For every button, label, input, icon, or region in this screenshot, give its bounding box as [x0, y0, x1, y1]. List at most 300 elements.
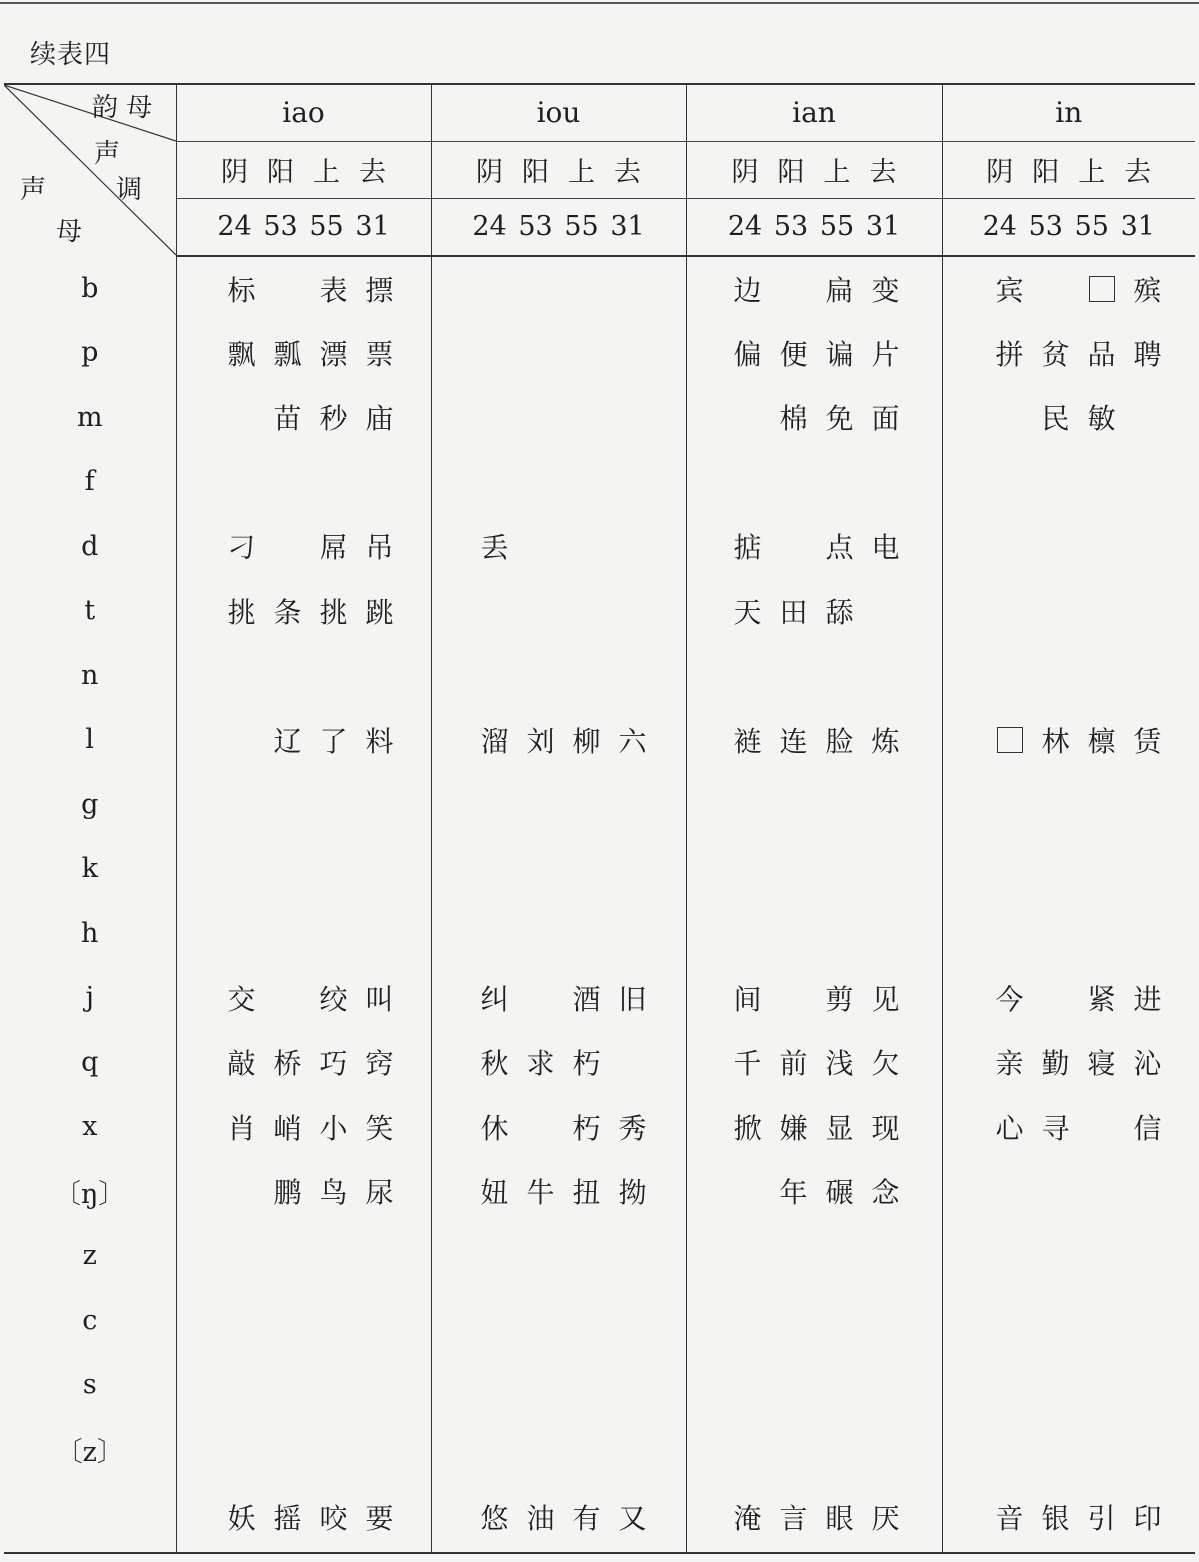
character — [1033, 659, 1079, 692]
initial-label: j — [85, 982, 94, 1014]
syllable-cell — [431, 1353, 686, 1418]
character: 边 — [733, 273, 762, 307]
character — [518, 336, 564, 369]
character — [817, 1368, 863, 1401]
character: 浅 — [825, 1047, 854, 1081]
character — [518, 1239, 564, 1272]
character — [1079, 852, 1125, 885]
character: 眼 — [825, 1501, 854, 1535]
character: 片 — [871, 337, 900, 371]
syllable-cell — [942, 385, 1195, 450]
syllable-table — [4, 83, 1195, 1554]
character: 标 — [227, 273, 256, 307]
character: 便 — [779, 337, 808, 371]
character — [817, 852, 863, 885]
syllable-cell — [942, 1095, 1195, 1160]
character — [1033, 1368, 1079, 1401]
character — [1125, 1433, 1171, 1466]
tone-value: 53 — [1028, 211, 1063, 243]
syllable-cell — [686, 256, 942, 321]
character — [771, 917, 817, 950]
syllable-cell — [686, 901, 942, 966]
syllable-cell — [686, 772, 942, 837]
character — [863, 659, 909, 692]
character — [610, 336, 656, 369]
character: 庙 — [365, 402, 394, 436]
syllable-cell — [942, 1224, 1195, 1289]
initial-label: k — [81, 853, 98, 885]
syllable-cell — [942, 772, 1195, 837]
tone-value: 55 — [309, 211, 344, 243]
character — [610, 272, 656, 305]
character: 叫 — [365, 982, 394, 1016]
tone-name: 阳 — [1032, 157, 1060, 188]
character: 六 — [618, 724, 647, 758]
character: 赁 — [1133, 724, 1162, 758]
initial-label: t — [84, 595, 96, 627]
table-row — [4, 837, 1195, 902]
syllable-cell — [942, 1030, 1195, 1095]
character: 屌 — [319, 531, 348, 565]
tone-value: 31 — [1120, 211, 1155, 243]
character — [1033, 465, 1079, 498]
character — [518, 1433, 564, 1466]
character: 秋 — [480, 1047, 509, 1081]
character — [1079, 1433, 1125, 1466]
character — [863, 1239, 909, 1272]
final-header: iou — [431, 84, 686, 141]
character — [817, 659, 863, 692]
initial-label: d — [81, 530, 99, 562]
character — [1125, 1175, 1171, 1208]
syllable-cell — [431, 966, 686, 1031]
character — [725, 1304, 771, 1337]
character: 变 — [871, 273, 900, 307]
character: 尿 — [365, 1176, 394, 1210]
character — [564, 1433, 610, 1466]
character — [219, 725, 265, 758]
table-row — [4, 1353, 1195, 1418]
tone-name: 去 — [1124, 157, 1152, 188]
final-header: iao — [176, 84, 431, 141]
character — [219, 1433, 265, 1466]
character: 拼 — [995, 337, 1024, 371]
character — [863, 596, 909, 629]
character — [472, 1433, 518, 1466]
character — [725, 852, 771, 885]
character — [863, 788, 909, 821]
character: 秒 — [319, 402, 348, 436]
syllable-cell — [431, 1030, 686, 1095]
character — [265, 1304, 311, 1337]
character: 今 — [995, 982, 1024, 1016]
character: 休 — [480, 1111, 509, 1145]
character — [1033, 983, 1079, 1016]
character — [472, 336, 518, 369]
character: 檩 — [1087, 724, 1116, 758]
character — [1079, 917, 1125, 950]
character — [610, 1047, 656, 1080]
tone-names-cell — [942, 141, 1195, 198]
character — [311, 1368, 357, 1401]
character — [987, 788, 1033, 821]
syllable-cell — [176, 1417, 431, 1482]
character — [771, 465, 817, 498]
character: 求 — [526, 1047, 555, 1081]
syllable-cell — [686, 1224, 942, 1289]
syllable-cell — [431, 1417, 686, 1482]
character: 剪 — [825, 982, 854, 1016]
character: 辽 — [273, 724, 302, 758]
syllable-cell — [686, 1353, 942, 1418]
character — [265, 465, 311, 498]
character: 寻 — [1041, 1111, 1070, 1145]
syllable-cell — [176, 708, 431, 773]
syllable-cell — [431, 837, 686, 902]
syllable-cell — [431, 1224, 686, 1289]
syllable-cell — [686, 966, 942, 1031]
character: 苗 — [273, 402, 302, 436]
character — [357, 1368, 403, 1401]
character: 扁 — [825, 273, 854, 307]
table-row — [4, 256, 1195, 321]
character — [863, 1304, 909, 1337]
character: 笑 — [365, 1111, 394, 1145]
syllable-cell — [686, 643, 942, 708]
character — [1033, 594, 1079, 627]
character — [518, 465, 564, 498]
character: 言 — [779, 1501, 808, 1535]
syllable-cell — [176, 514, 431, 579]
tone-name: 去 — [869, 157, 897, 188]
syllable-cell — [686, 321, 942, 386]
syllable-cell — [686, 1288, 942, 1353]
character — [1125, 659, 1171, 692]
character — [219, 402, 265, 435]
syllable-cell — [431, 385, 686, 450]
character — [357, 1304, 403, 1337]
tone-name: 阴 — [221, 157, 248, 188]
character: 间 — [733, 982, 762, 1016]
syllable-cell — [942, 256, 1195, 321]
character: 票 — [365, 337, 394, 371]
character — [863, 1368, 909, 1401]
character — [219, 917, 265, 950]
character: 沁 — [1133, 1047, 1162, 1081]
tone-values-cell — [686, 198, 942, 256]
initial-label: x — [82, 1111, 98, 1143]
table-row — [4, 772, 1195, 837]
character — [564, 852, 610, 885]
syllable-cell — [176, 385, 431, 450]
syllable-cell — [431, 1095, 686, 1160]
character — [725, 465, 771, 498]
character — [1079, 530, 1125, 563]
character: 嫌 — [779, 1111, 808, 1145]
missing-character-box — [997, 727, 1023, 753]
character — [1079, 1175, 1125, 1208]
character: 吊 — [365, 531, 394, 565]
character — [564, 336, 610, 369]
final-header: in — [942, 84, 1195, 141]
character — [610, 1239, 656, 1272]
character: 纠 — [480, 982, 509, 1016]
syllable-cell — [942, 708, 1195, 773]
character: 料 — [365, 724, 394, 758]
table-row — [4, 385, 1195, 450]
character — [1125, 917, 1171, 950]
corner-initials-label-2: 母 — [56, 217, 83, 247]
character: 掂 — [733, 531, 762, 565]
character: 敲 — [227, 1047, 256, 1081]
character: 音 — [995, 1501, 1024, 1535]
character — [311, 659, 357, 692]
character — [987, 1433, 1033, 1466]
character — [771, 1304, 817, 1337]
character — [518, 594, 564, 627]
character — [725, 402, 771, 435]
character — [771, 531, 817, 564]
character: 鹏 — [273, 1176, 302, 1210]
character: 进 — [1133, 982, 1162, 1016]
character — [771, 852, 817, 885]
character — [219, 1368, 265, 1401]
character — [472, 659, 518, 692]
character — [219, 1239, 265, 1272]
character — [219, 852, 265, 885]
syllable-cell — [942, 643, 1195, 708]
character — [518, 983, 564, 1016]
character — [265, 788, 311, 821]
character — [518, 1368, 564, 1401]
initial-label: q — [81, 1046, 99, 1078]
character — [472, 917, 518, 950]
tone-name: 上 — [568, 157, 595, 188]
character — [771, 1368, 817, 1401]
tone-name: 阳 — [267, 157, 294, 188]
character — [357, 465, 403, 498]
character: 印 — [1133, 1501, 1162, 1535]
tone-values-cell — [431, 198, 686, 256]
character — [311, 1304, 357, 1337]
tone-name: 阳 — [777, 157, 805, 188]
tone-value: 31 — [355, 211, 390, 243]
syllable-cell — [686, 708, 942, 773]
character — [311, 1239, 357, 1272]
character: 民 — [1041, 402, 1070, 436]
character — [1033, 852, 1079, 885]
character — [1125, 402, 1171, 435]
tone-values-cell — [176, 198, 431, 256]
character — [817, 1239, 863, 1272]
table-caption: 续表四 — [30, 40, 112, 70]
character — [725, 1433, 771, 1466]
syllable-cell — [176, 579, 431, 644]
tone-value: 31 — [610, 211, 645, 243]
character — [1033, 274, 1079, 307]
character — [311, 465, 357, 498]
character — [518, 788, 564, 821]
table-row — [4, 579, 1195, 644]
tone-names-cell — [431, 141, 686, 198]
character: 峭 — [273, 1111, 302, 1145]
tone-name: 上 — [313, 157, 340, 188]
character: 厌 — [871, 1501, 900, 1535]
character: 亲 — [995, 1047, 1024, 1081]
syllable-cell — [686, 579, 942, 644]
character: 拗 — [618, 1176, 647, 1210]
character — [472, 1239, 518, 1272]
character — [987, 402, 1033, 435]
header-corner-cell — [4, 84, 176, 256]
character — [987, 530, 1033, 563]
table-row — [4, 643, 1195, 708]
syllable-cell — [431, 579, 686, 644]
character: 溜 — [480, 724, 509, 758]
character — [357, 1239, 403, 1272]
character: 免 — [825, 402, 854, 436]
character — [472, 594, 518, 627]
table-row — [4, 966, 1195, 1031]
table-row — [4, 514, 1195, 579]
syllable-cell — [176, 321, 431, 386]
character: 摽 — [365, 273, 394, 307]
character: 油 — [526, 1501, 555, 1535]
character — [472, 1368, 518, 1401]
character — [518, 401, 564, 434]
character — [817, 1433, 863, 1466]
character: 瓢 — [273, 337, 302, 371]
initial-label — [4, 1482, 176, 1553]
syllable-cell — [176, 450, 431, 515]
initial-label: m — [76, 401, 103, 433]
syllable-cell — [176, 901, 431, 966]
character — [771, 659, 817, 692]
character — [1125, 1239, 1171, 1272]
character — [1079, 1239, 1125, 1272]
character: 淹 — [733, 1501, 762, 1535]
character — [1033, 1175, 1079, 1208]
character: 林 — [1041, 724, 1070, 758]
character: 朽 — [572, 1111, 601, 1145]
character — [1125, 852, 1171, 885]
syllable-cell — [942, 1353, 1195, 1418]
tone-value: 53 — [773, 211, 809, 243]
character — [1125, 465, 1171, 498]
character: 秀 — [618, 1111, 647, 1145]
corner-initials-label-1: 声 — [20, 175, 47, 205]
syllable-cell — [176, 837, 431, 902]
syllable-cell — [942, 321, 1195, 386]
character — [1079, 1368, 1125, 1401]
character: 信 — [1133, 1111, 1162, 1145]
syllable-cell — [176, 1482, 431, 1553]
character — [357, 1433, 403, 1466]
character — [987, 1304, 1033, 1337]
tone-name: 去 — [614, 157, 641, 188]
character — [610, 852, 656, 885]
character — [311, 788, 357, 821]
character — [472, 1304, 518, 1337]
character — [987, 852, 1033, 885]
character — [1079, 594, 1125, 627]
character — [863, 852, 909, 885]
character — [472, 272, 518, 305]
character — [518, 531, 564, 564]
character — [610, 917, 656, 950]
initial-label: h — [81, 917, 99, 949]
syllable-cell — [176, 256, 431, 321]
character — [987, 725, 1033, 758]
table-row — [4, 901, 1195, 966]
character: 表 — [319, 273, 348, 307]
character: 丢 — [480, 531, 509, 565]
table-row — [4, 1159, 1195, 1224]
syllable-cell — [431, 901, 686, 966]
initial-label: f — [84, 466, 95, 498]
character: 见 — [871, 982, 900, 1016]
character — [564, 659, 610, 692]
tone-value: 24 — [727, 211, 763, 243]
character — [311, 917, 357, 950]
syllable-cell — [686, 385, 942, 450]
character — [472, 852, 518, 885]
character — [219, 1176, 265, 1209]
tone-name: 上 — [1078, 157, 1106, 188]
character: 又 — [618, 1501, 647, 1535]
character: 妞 — [480, 1176, 509, 1210]
character: 品 — [1087, 337, 1116, 371]
character: 掀 — [733, 1111, 762, 1145]
character — [771, 1239, 817, 1272]
tone-value: 55 — [1074, 211, 1109, 243]
character — [610, 401, 656, 434]
syllable-cell — [942, 579, 1195, 644]
character: 敏 — [1087, 402, 1116, 436]
initial-label: n — [81, 659, 99, 691]
top-rule — [0, 2, 1199, 4]
character — [1079, 1112, 1125, 1145]
character — [1033, 1304, 1079, 1337]
syllable-cell — [942, 1288, 1195, 1353]
tone-value: 55 — [819, 211, 855, 243]
character — [771, 1433, 817, 1466]
syllable-cell — [686, 1482, 942, 1553]
character — [987, 1368, 1033, 1401]
character — [725, 1239, 771, 1272]
character: 银 — [1041, 1501, 1070, 1535]
syllable-cell — [431, 1159, 686, 1224]
syllable-cell — [431, 1288, 686, 1353]
character — [564, 594, 610, 627]
character — [725, 1368, 771, 1401]
character — [564, 788, 610, 821]
character — [610, 788, 656, 821]
tone-name: 阴 — [986, 157, 1014, 188]
character — [219, 1304, 265, 1337]
syllable-cell — [176, 1224, 431, 1289]
initial-label: g — [81, 788, 99, 820]
character: 悠 — [480, 1501, 509, 1535]
initial-label: c — [82, 1304, 98, 1336]
tone-name: 阴 — [731, 157, 759, 188]
character — [610, 594, 656, 627]
syllable-cell — [942, 966, 1195, 1031]
character — [564, 1304, 610, 1337]
character: 引 — [1087, 1501, 1116, 1535]
character — [817, 1304, 863, 1337]
character: 漂 — [319, 337, 348, 371]
